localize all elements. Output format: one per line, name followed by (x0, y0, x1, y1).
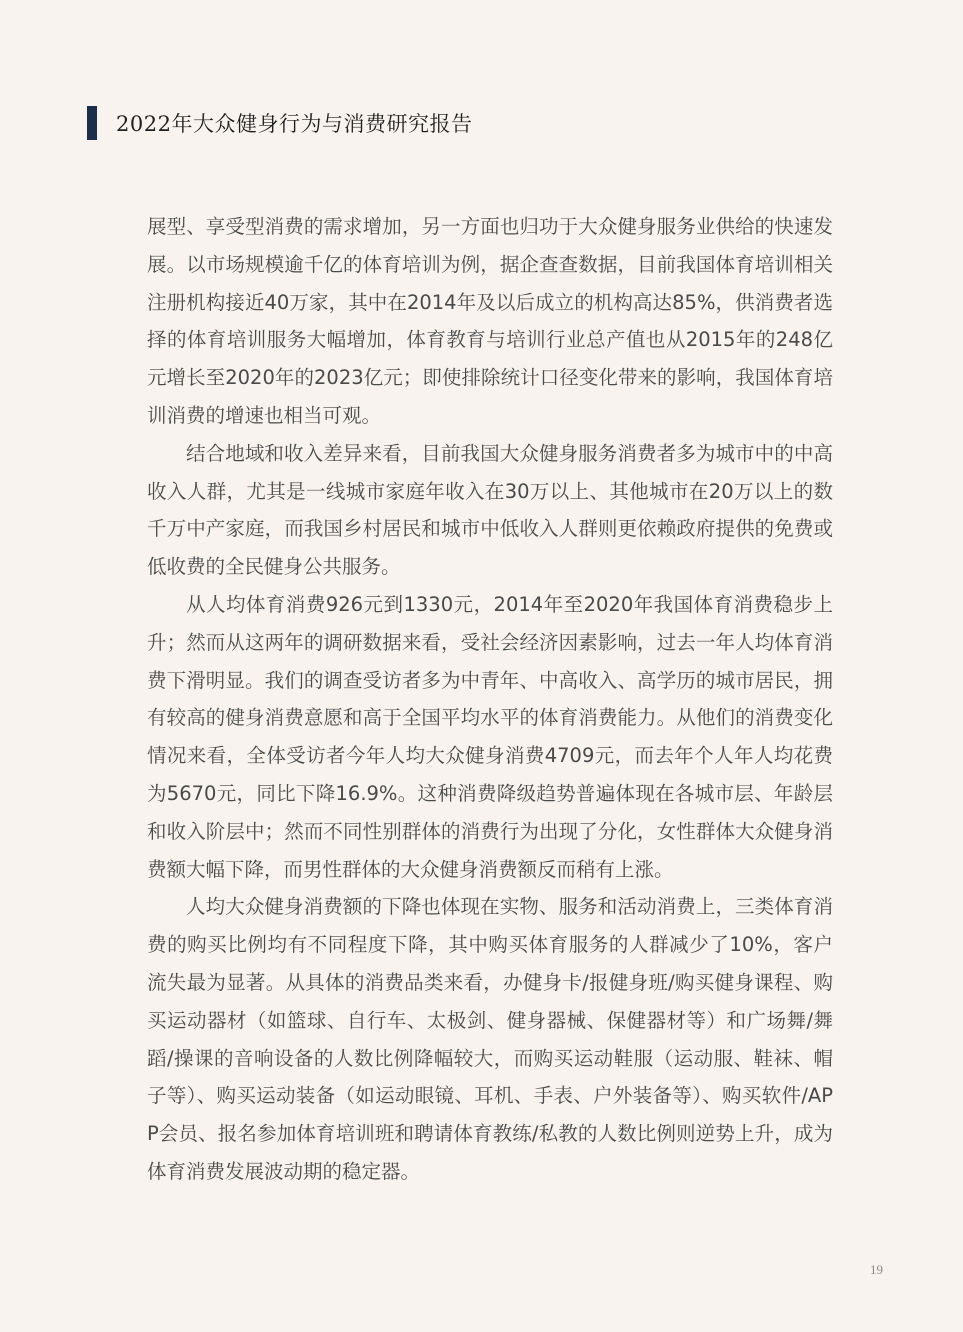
paragraph-consumption-categories: 人均大众健身消费额的下降也体现在实物、服务和活动消费上，三类体育消费的购买比例均有不同程度下降，其中购买体育服务的人群减少了10%，客户流失最为显著。从具体的消费品类来看，办健身卡/报健身班/购买健身课程、购买运动器材（如篮球、自行车、太极剑、健身器械、保健器材等）和广场舞/舞蹈/操课的音响设备的人数比例降幅较大，而购买运动鞋服（运动服、鞋袜、帽子等）、购买运动装备（如运动眼镜、耳机、手表、户外装备等）、购买软件/APP会员、报名参加体育培训班和聘请体育教练/私教的人数比例则逆势上升，成为体育消费发展波动期的稳定器。 (147, 895, 833, 1183)
page-header (87, 106, 472, 140)
page-number: 19 (870, 1262, 883, 1277)
paragraph-continuation: 展型、享受型消费的需求增加，另一方面也归功于大众健身服务业供给的快速发展。以市场规模逾千亿的体育培训为例，据企查查数据，目前我国体育培训相关注册机构接近40万家，其中在2014年及以后成立的机构高达85%，供消费者选择的体育培训服务大幅增加，体育教育与培训行业总产值也从2015年的248亿元增长至2020年的2023亿元；即使排除统计口径变化带来的影响，我国体育培训消费的增速也相当可观。 (147, 215, 833, 427)
body-text (147, 208, 833, 1191)
report-title: 2022年大众健身行为与消费研究报告 (116, 112, 473, 136)
header-accent-bar (87, 106, 97, 140)
paragraph-per-capita-spending: 从人均体育消费926元到1330元，2014年至2020年我国体育消费稳步上升；然而从这两年的调研数据来看，受社会经济因素影响，过去一年人均体育消费下滑明显。我们的调查受访者多为中青年、中高收入、高学历的城市居民，拥有较高的健身消费意愿和高于全国平均水平的体育消费能力。从他们的消费变化情况来看，全体受访者今年人均大众健身消费4709元，而去年个人年人均花费为5670元，同比下降16.9%。这种消费降级趋势普遍体现在各城市层、年龄层和收入阶层中；然而不同性别群体的消费行为出现了分化，女性群体大众健身消费额大幅下降，而男性群体的大众健身消费额反而稍有上涨。 (147, 592, 833, 881)
paragraph-region-income: 结合地域和收入差异来看，目前我国大众健身服务消费者多为城市中的中高收入人群，尤其是一线城市家庭年收入在30万以上、其他城市在20万以上的数千万中产家庭，而我国乡村居民和城市中低收入人群则更依赖政府提供的免费或低收费的全民健身公共服务。 (147, 441, 833, 579)
